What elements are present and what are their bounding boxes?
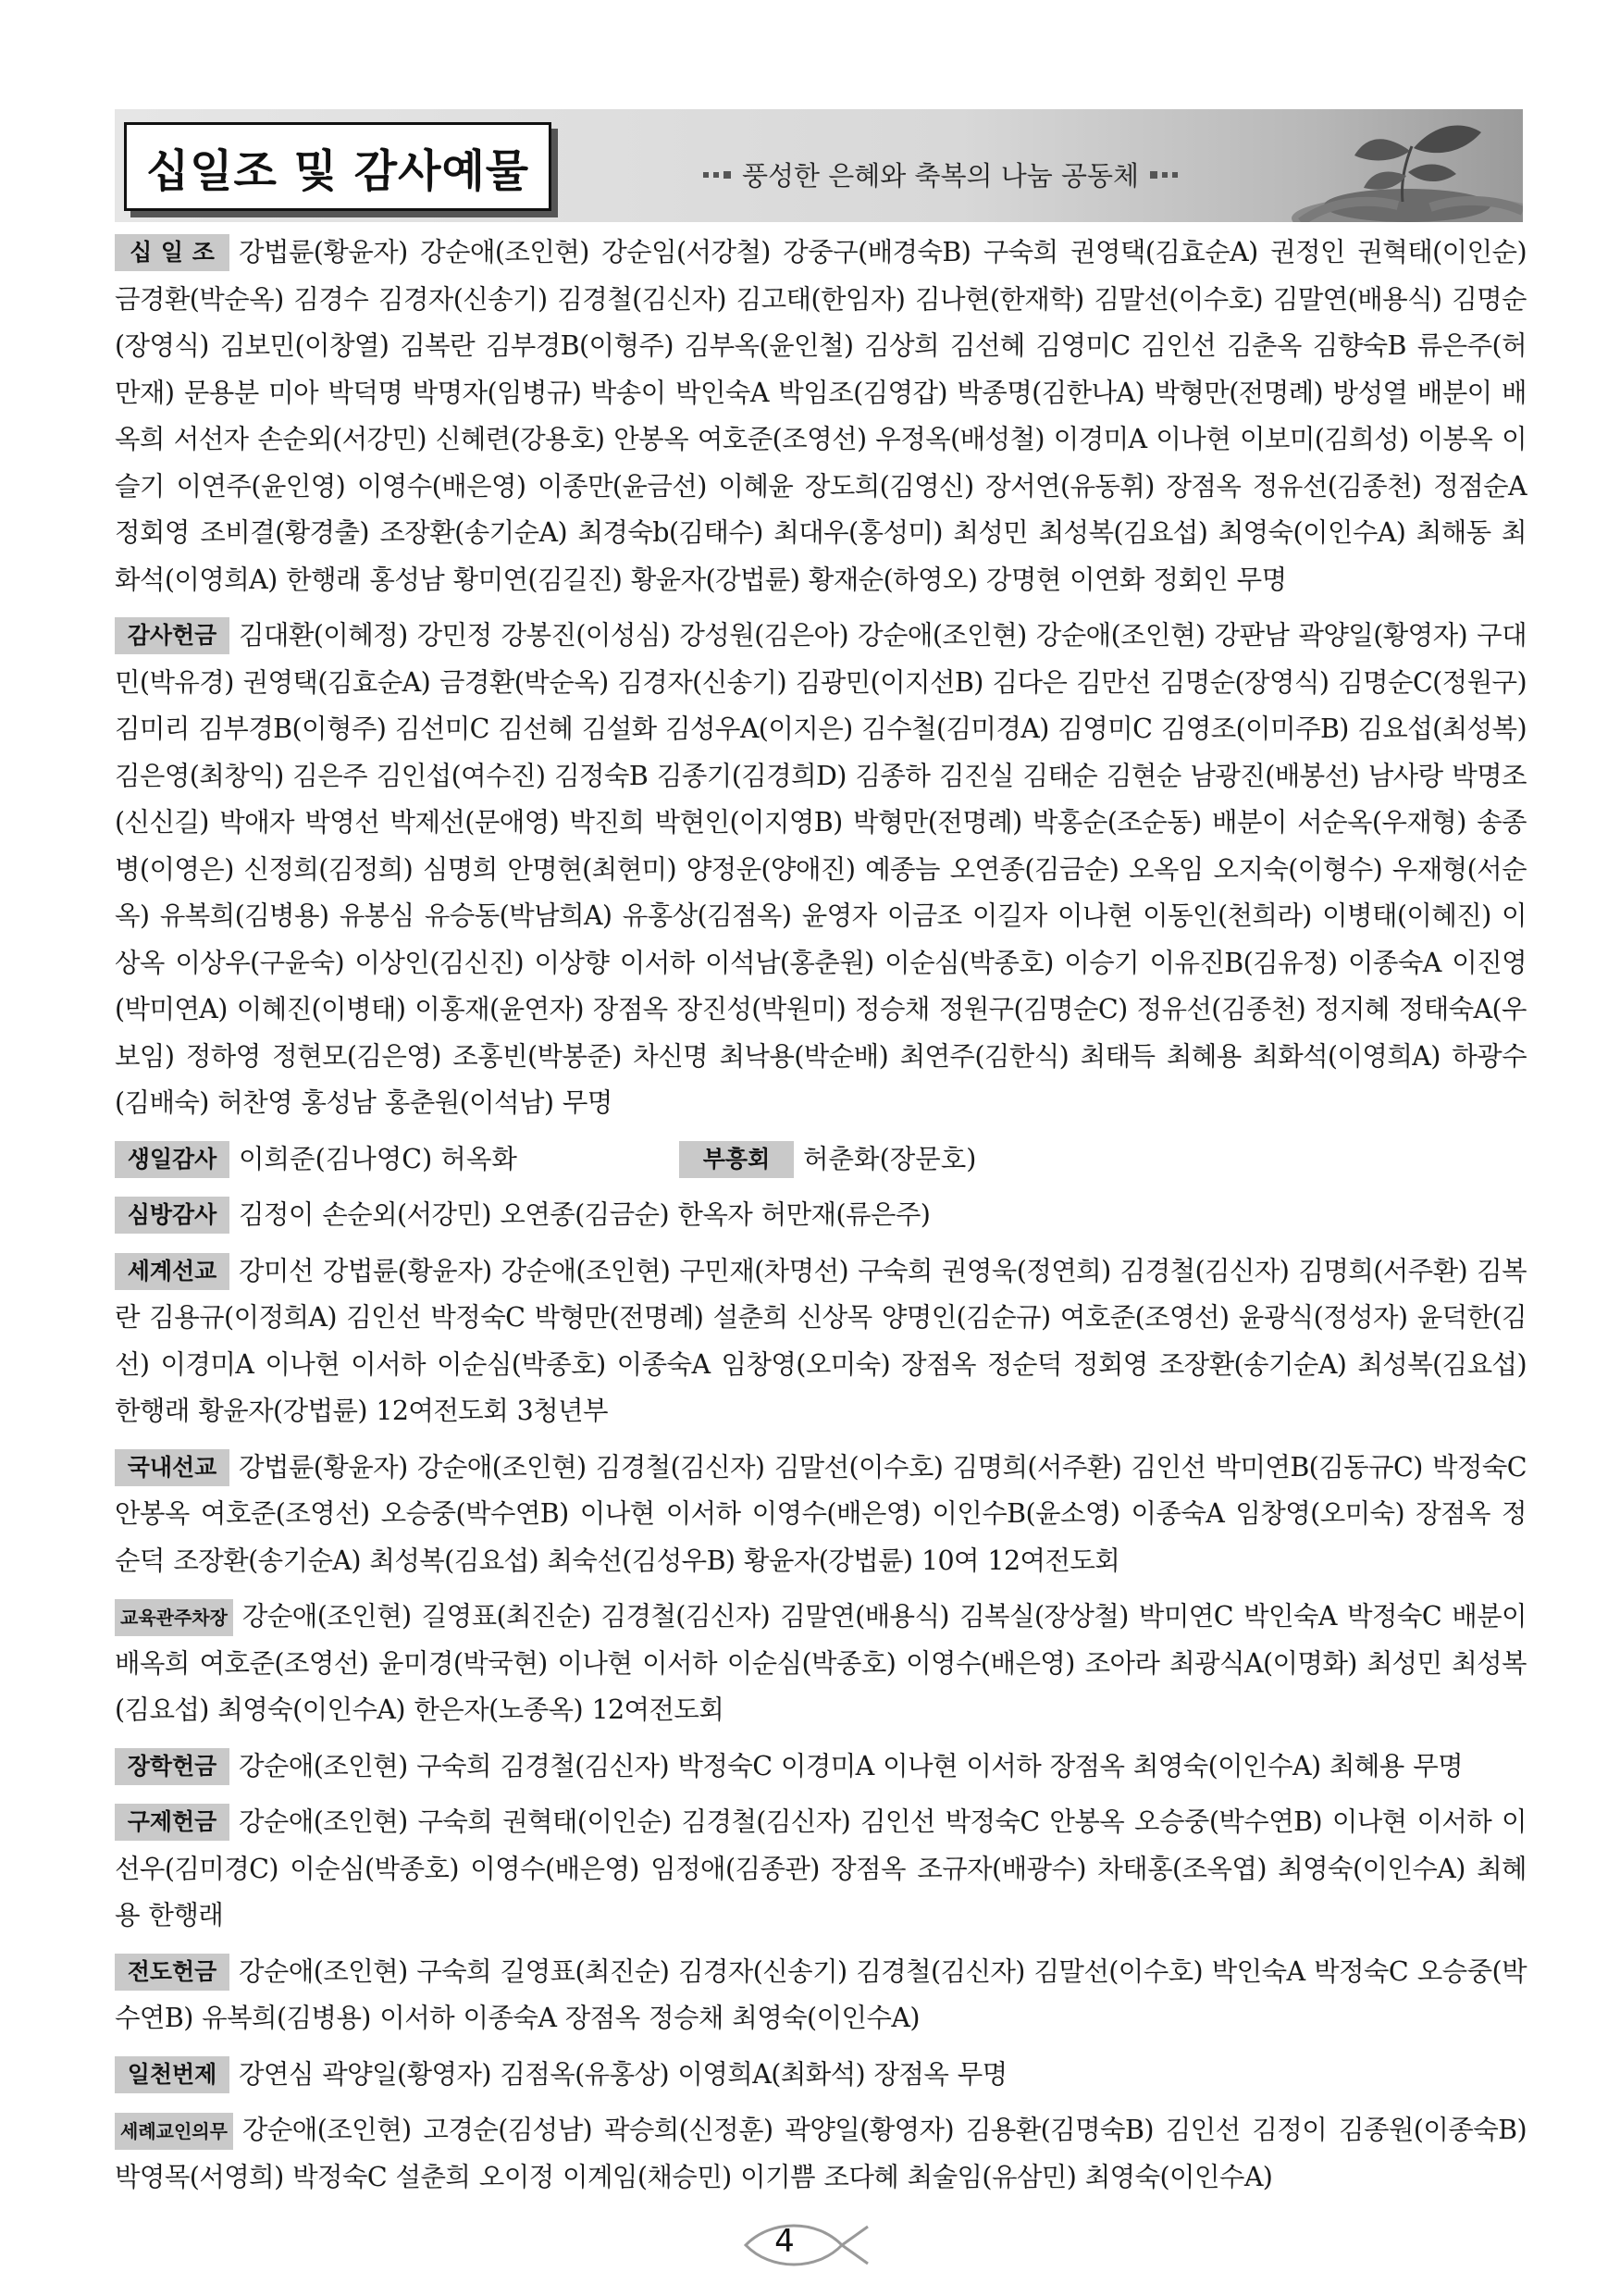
section-revival	[679, 1136, 976, 1184]
page-title: 십일조 및 감사예물	[145, 144, 530, 197]
section-label: 세례교인의무	[115, 2113, 233, 2150]
section-label: 세계선교	[115, 1253, 229, 1290]
dots-left-icon	[703, 171, 731, 179]
section-parking	[115, 1594, 1527, 1734]
section-names: 김대환(이혜정) 강민정 강봉진(이성심) 강성원(김은아) 강순애(조인현) 강순애(조인현) 강판남 곽양일(황영자) 구대민(박유경) 권영택(김효순A) 금경환(박순옥) 김경자(신송기) 김광민(이지선B) 김다은 김만선 김명순(장영식) 김명순C(정원구) 김미리 김부경B(이형주) 김선미C 김선혜 김설화 김성우A(이지은) 김수철(김미경A) 김영미C 김영조(이미주B) 김요섭(최성복) 김은영(최창익) 김은주 김인섭(여수진) 김정숙B 김종기(김경희D) 김종하 김진실 김태순 김현순 남광진(배봉선) 남사랑 박명조(신신길) 박애자 박영선 박제선(문애영) 박진희 박현인(이지영B) 박형만(전명례) 박홍순(조순동) 배분이 서순옥(우재형) 송종병(이영은) 신정희(김정희) 심명희 안명현(최현미) 양정운(양애진) 예종늠 오연종(김금순) 오옥임 오지숙(이형수) 우재형(서순옥) 유복희(김병용) 유봉심 유승동(박남희A) 유홍상(김점옥) 윤영자 이금조 이길자 이나현 이동인(천희라) 이병태(이혜진) 이상옥 이상우(구윤숙) 이상인(김신진) 이상향 이서하 이석남(홍춘원) 이순심(박종호) 이승기 이유진B(김유정) 이종숙A 이진영(박미연A) 이혜진(이병태) 이홍재(윤연자) 장점옥 장진성(박원미) 정승채 정원구(김명순C) 정유선(김종천) 정지혜 정태숙A(우보임) 정하영 정현모(김은영) 조홍빈(박봉준) 차신명 최낙용(박순배) 최연주(김한식) 최태득 최혜용 최화석(이영희A) 하광수(김배숙) 허찬영 홍성남 홍춘원(이석남) 무명	[115, 620, 1527, 1118]
section-label: 십 일 조	[115, 234, 229, 271]
page-number-badge	[738, 2217, 877, 2273]
section-domestic-mission	[115, 1445, 1527, 1585]
subtitle-row	[703, 155, 1178, 193]
section-label: 생일감사	[115, 1141, 229, 1178]
section-label: 국내선교	[115, 1449, 229, 1486]
section-world-mission	[115, 1248, 1527, 1435]
section-names: 강법륜(황윤자) 강순애(조인현) 김경철(김신자) 김말선(이수호) 김명희(서주환) 김인선 박미연B(김동규C) 박정숙C 안봉옥 여호준(조영선) 오승중(박수연B) 이나현 이서하 이영수(배은영) 이인수B(윤소영) 이종숙A 임창영(오미숙) 장점옥 정순덕 조장환(송기순A) 최성복(김요섭) 최숙선(김성우B) 황윤자(강법륜) 10여 12여전도회	[115, 1451, 1527, 1576]
section-names: 강법륜(황윤자) 강순애(조인현) 강순임(서강철) 강중구(배경숙B) 구숙희 권영택(김효순A) 권정인 권혁태(이인순) 금경환(박순옥) 김경수 김경자(신송기) 김경철(김신자) 김고태(한임자) 김나현(한재학) 김말선(이수호) 김말연(배용식) 김명순(장영식) 김보민(이창열) 김복란 김부경B(이형주) 김부옥(윤인철) 김상희 김선혜 김영미C 김인선 김춘옥 김향숙B 류은주(허만재) 문용분 미아 박덕명 박명자(임병규) 박송이 박인숙A 박임조(김영갑) 박종명(김한나A) 박형만(전명례) 방성열 배분이 배옥희 서선자 손순외(서강민) 신혜련(강용호) 안봉옥 여호준(조영선) 우정옥(배성철) 이경미A 이나현 이보미(김희성) 이봉옥 이슬기 이연주(윤인영) 이영수(배은영) 이종만(윤금선) 이혜윤 장도희(김영신) 장서연(유동휘) 장점옥 정유선(김종천) 정점순A 정회영 조비결(황경출) 조장환(송기순A) 최경숙b(김태수) 최대우(홍성미) 최성민 최성복(김요섭) 최영숙(이인수A) 최해동 최화석(이영희A) 한행래 홍성남 황미연(김길진) 황윤자(강법륜) 황재순(하영오) 강명현 이연화 정회인 무명	[115, 237, 1527, 595]
section-label: 심방감사	[115, 1197, 229, 1234]
section-scholarship	[115, 1744, 1527, 1791]
section-label: 부흥회	[679, 1141, 794, 1178]
section-tithe	[115, 230, 1527, 603]
section-label: 일천번제	[115, 2056, 229, 2093]
section-names: 허춘화(장문호)	[803, 1143, 977, 1174]
section-baptism-duty	[115, 2107, 1527, 2201]
section-names: 강순애(조인현) 구숙희 길영표(최진순) 김경자(신송기) 김경철(김신자) 김말선(이수호) 박인숙A 박정숙C 오승중(박수연B) 유복희(김병용) 이서하 이종숙A 장점옥 정승채 최영숙(이인수A)	[115, 1955, 1527, 2033]
section-names: 강순애(조인현) 길영표(최진순) 김경철(김신자) 김말연(배용식) 김복실(장상철) 박미연C 박인숙A 박정숙C 배분이 배옥희 여호준(조영선) 윤미경(박국현) 이나현 이서하 이순심(박종호) 이영수(배은영) 조아라 최광식A(이명화) 최성민 최성복(김요섭) 최영숙(이인수A) 한은자(노종옥) 12여전도회	[115, 1601, 1527, 1725]
section-evangelism	[115, 1949, 1527, 2042]
page-number: 4	[774, 2223, 795, 2260]
section-label: 감사헌금	[115, 617, 229, 654]
section-birthday	[115, 1136, 679, 1184]
offerings-list	[115, 230, 1527, 2210]
section-label: 교육관주차장	[115, 1599, 233, 1636]
section-names: 강순애(조인현) 구숙희 김경철(김신자) 박정숙C 이경미A 이나현 이서하 장점옥 최영숙(이인수A) 최혜용 무명	[239, 1750, 1464, 1781]
section-names: 강순애(조인현) 고경순(김성남) 곽승희(신정훈) 곽양일(황영자) 김용환(김명숙B) 김인선 김정이 김종원(이종숙B) 박영목(서영희) 박정숙C 설춘희 오이정 이계임(채승민) 이기쁨 조다혜 최술임(유삼민) 최영숙(이인수A)	[115, 2115, 1527, 2192]
section-thousand-offering	[115, 2052, 1527, 2099]
section-names: 김정이 손순외(서강민) 오연종(김금순) 한옥자 허만재(류은주)	[239, 1199, 931, 1230]
section-names: 이희준(김나영C) 허옥화	[239, 1143, 517, 1174]
page-header	[115, 109, 1523, 222]
section-names: 강순애(조인현) 구숙희 권혁태(이인순) 김경철(김신자) 김인선 박정숙C 안봉옥 오승중(박수연B) 이나현 이서하 이선우(김미경C) 이순심(박종호) 이영수(배은영) 임정애(김종관) 장점옥 조규자(배광수) 차태홍(조옥엽) 최영숙(이인수A) 최혜용 한행래	[115, 1806, 1527, 1930]
dots-right-icon	[1150, 171, 1178, 179]
title-box	[124, 122, 551, 211]
section-names: 강미선 강법륜(황윤자) 강순애(조인현) 구민재(차명선) 구숙희 권영욱(정연희) 김경철(김신자) 김명희(서주환) 김복란 김용규(이정희A) 김인선 박정숙C 박형만(전명례) 설춘희 신상목 양명인(김순규) 여호준(조영선) 윤광식(정성자) 윤덕한(김선) 이경미A 이나현 이서하 이순심(박종호) 이종숙A 임창영(오미숙) 장점옥 정순덕 정회영 조장환(송기순A) 최성복(김요섭) 한행래 황윤자(강법륜) 12여전도회 3청년부	[115, 1255, 1527, 1426]
section-label: 전도헌금	[115, 1954, 229, 1991]
hands-plant-icon	[1245, 109, 1523, 222]
section-visitation	[115, 1192, 1527, 1239]
section-thanksgiving	[115, 613, 1527, 1127]
section-relief	[115, 1799, 1527, 1940]
subtitle: 풍성한 은혜와 축복의 나눔 공동체	[742, 160, 1140, 192]
section-label: 장학헌금	[115, 1748, 229, 1785]
birthday-revival-row	[115, 1136, 1527, 1184]
section-names: 강연심 곽양일(황영자) 김점옥(유홍상) 이영희A(최화석) 장점옥 무명	[239, 2058, 1008, 2090]
section-label: 구제헌금	[115, 1804, 229, 1841]
